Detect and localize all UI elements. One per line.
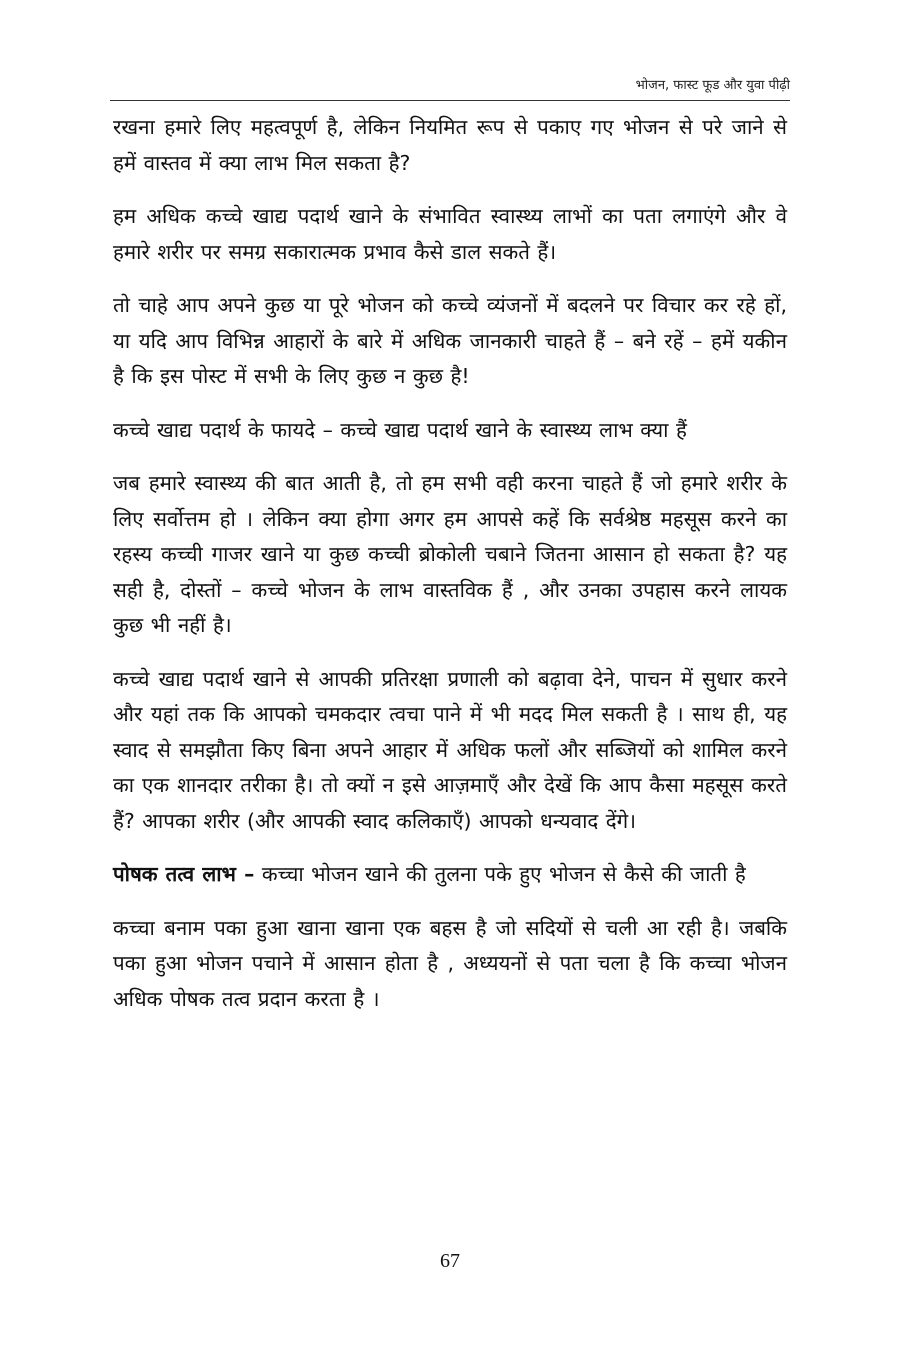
paragraph-2: हम अधिक कच्चे खाद्य पदार्थ खाने के संभावित स्वास्थ्य लाभों का पता लगाएंगे और वे हमारे शरीर पर समग्र सकारात्मक प्रभाव कैसे डाल सकते हैं। [113, 204, 787, 264]
section-heading-nutrient-benefits [113, 857, 787, 893]
bold-lead-in: पोषक तत्व लाभ – [113, 862, 255, 886]
paragraph-5: जब हमारे स्वास्थ्य की बात आती है, तो हम सभी वही करना चाहते हैं जो हमारे शरीर के लिए सर्वोत्तम हो । लेकिन क्या होगा अगर हम आपसे कहें कि सर्वश्रेष्ठ महसूस करने का रहस्य कच्ची गाजर खाने या कुछ कच्ची ब्रोकोली चबाने जितना आसान हो सकता है? यह सही है, दोस्तों – कच्चे भोजन के लाभ वास्तविक हैं , और उनका उपहास करने लायक कुछ भी नहीं है। [113, 471, 787, 637]
paragraph-6: कच्चे खाद्य पदार्थ खाने से आपकी प्रतिरक्षा प्रणाली को बढ़ावा देने, पाचन में सुधार करने और यहां तक कि आपको चमकदार त्वचा पाने में भी मदद मिल सकती है । साथ ही, यह स्वाद से समझौता किए बिना अपने आहार में अधिक फलों और सब्जियों को शामिल करने का एक शानदार तरीका है। तो क्यों न इसे आज़माएँ और देखें कि आप कैसा महसूस करते हैं? आपका शरीर (और आपकी स्वाद कलिकाएँ) आपको धन्यवाद देंगे। [113, 666, 787, 833]
paragraph-3: तो चाहे आप अपने कुछ या पूरे भोजन को कच्चे व्यंजनों में बदलने पर विचार कर रहे हों, या यदि आप विभिन्न आहारों के बारे में अधिक जानकारी चाहते हैं – बने रहें – हमें यकीन है कि इस पोस्ट में सभी के लिए कुछ न कुछ है! [113, 293, 787, 388]
page-number: 67 [440, 1250, 460, 1272]
paragraph-8: कच्चा बनाम पका हुआ खाना खाना एक बहस है जो सदियों से चली आ रही है। जबकि पका हुआ भोजन पचाने में आसान होता है , अध्ययनों से पता चला है कि कच्चा भोजन अधिक पोषक तत्व प्रदान करता है । [113, 915, 787, 1011]
heading-continuation: कच्चा भोजन खाने की तुलना पके हुए भोजन से कैसे की जाती है [254, 862, 746, 886]
section-heading-raw-food-benefits: कच्चे खाद्य पदार्थ के फायदे – कच्चे खाद्य पदार्थ खाने के स्वास्थ्य लाभ क्या हैं [113, 417, 687, 442]
body-text [113, 110, 787, 1035]
header-divider [110, 100, 790, 101]
running-header: भोजन, फास्ट फूड और युवा पीढ़ी [635, 78, 790, 93]
paragraph-1: रखना हमारे लिए महत्वपूर्ण है, लेकिन नियमित रूप से पकाए गए भोजन से परे जाने से हमें वास्तव में क्या लाभ मिल सकता है? [113, 115, 787, 175]
